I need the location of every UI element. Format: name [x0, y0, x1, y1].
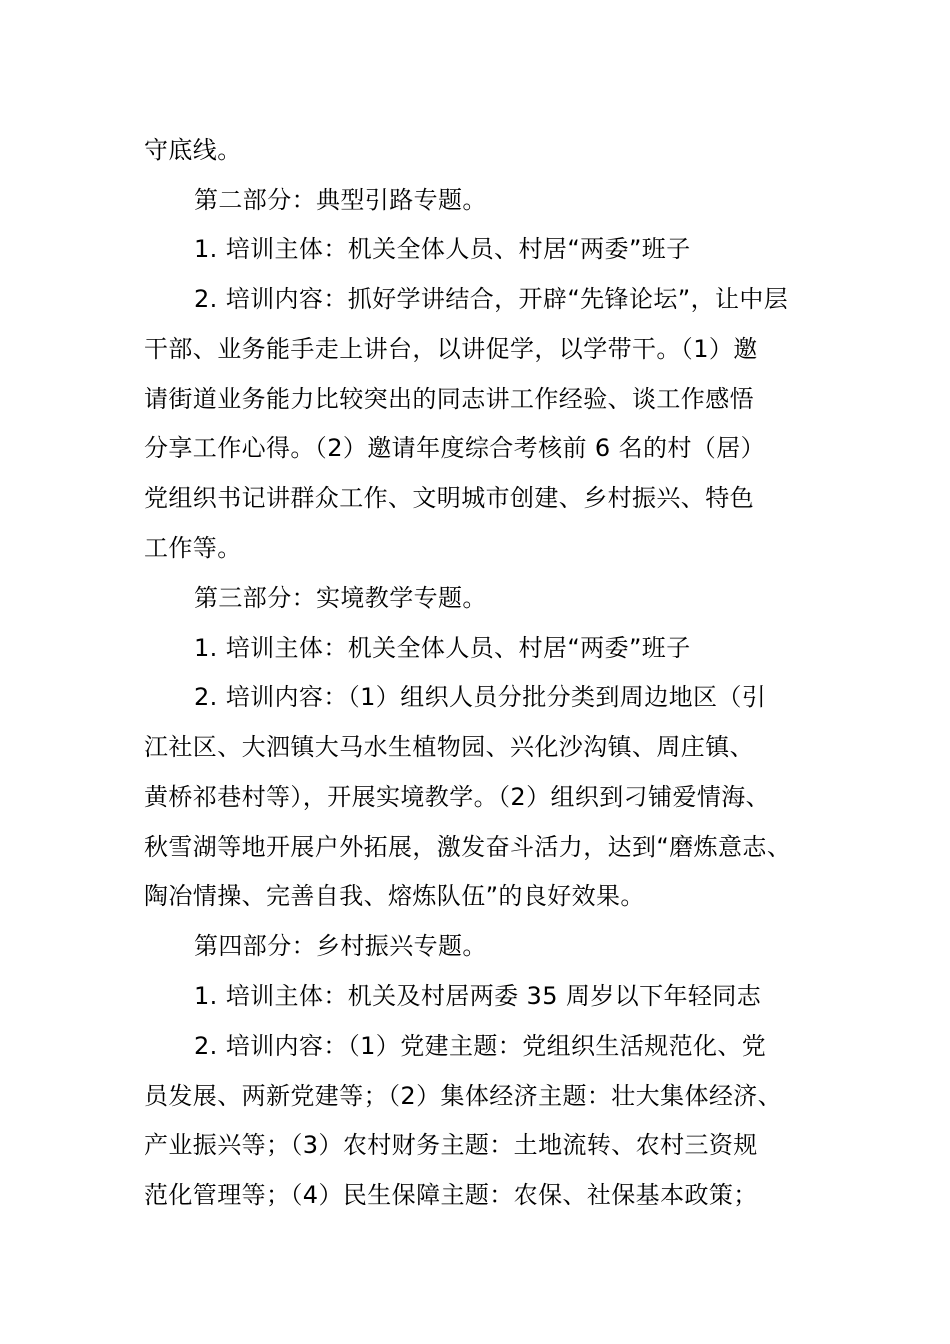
- text-line: 党组织书记讲群众工作、文明城市创建、乡村振兴、特色: [144, 484, 754, 512]
- text-line-continuation: 守底线。: [144, 136, 242, 164]
- text-line-training-subject: 1. 培训主体：机关全体人员、村居“两委”班子: [194, 235, 691, 263]
- text-line: 黄桥祁巷村等），开展实境教学。（2）组织到刁铺爱情海、: [144, 783, 771, 811]
- text-line: 范化管理等；（4）民生保障主题：农保、社保基本政策；: [144, 1181, 758, 1209]
- text-line-training-subject: 1. 培训主体：机关及村居两委 35 周岁以下年轻同志: [194, 982, 762, 1010]
- text-line-training-subject: 1. 培训主体：机关全体人员、村居“两委”班子: [194, 634, 691, 662]
- text-line-training-content: 2. 培训内容：（1）组织人员分批分类到周边地区（引: [194, 683, 767, 711]
- text-line: 干部、业务能手走上讲台，以讲促学，以学带干。（1）邀: [144, 335, 758, 363]
- text-line-training-content: 2. 培训内容：抓好学讲结合，开辟“先锋论坛”，让中层: [194, 285, 789, 313]
- section-heading-part-two: 第二部分：典型引路专题。: [194, 186, 487, 214]
- text-line: 秋雪湖等地开展户外拓展，激发奋斗活力，达到“磨炼意志、: [144, 833, 792, 861]
- section-heading-part-four: 第四部分：乡村振兴专题。: [194, 932, 487, 960]
- text-line-training-content: 2. 培训内容：（1）党建主题：党组织生活规范化、党: [194, 1032, 767, 1060]
- text-line: 请街道业务能力比较突出的同志讲工作经验、谈工作感悟: [144, 385, 754, 413]
- text-line: 江社区、大泗镇大马水生植物园、兴化沙沟镇、周庄镇、: [144, 733, 754, 761]
- text-line: 员发展、两新党建等；（2）集体经济主题：壮大集体经济、: [144, 1082, 783, 1110]
- text-line: 产业振兴等；（3）农村财务主题：土地流转、农村三资规: [144, 1131, 758, 1159]
- text-line: 工作等。: [144, 534, 242, 562]
- text-line: 分享工作心得。（2）邀请年度综合考核前 6 名的村（居）: [144, 434, 765, 462]
- section-heading-part-three: 第三部分：实境教学专题。: [194, 584, 487, 612]
- text-line: 陶冶情操、完善自我、熔炼队伍”的良好效果。: [144, 882, 645, 910]
